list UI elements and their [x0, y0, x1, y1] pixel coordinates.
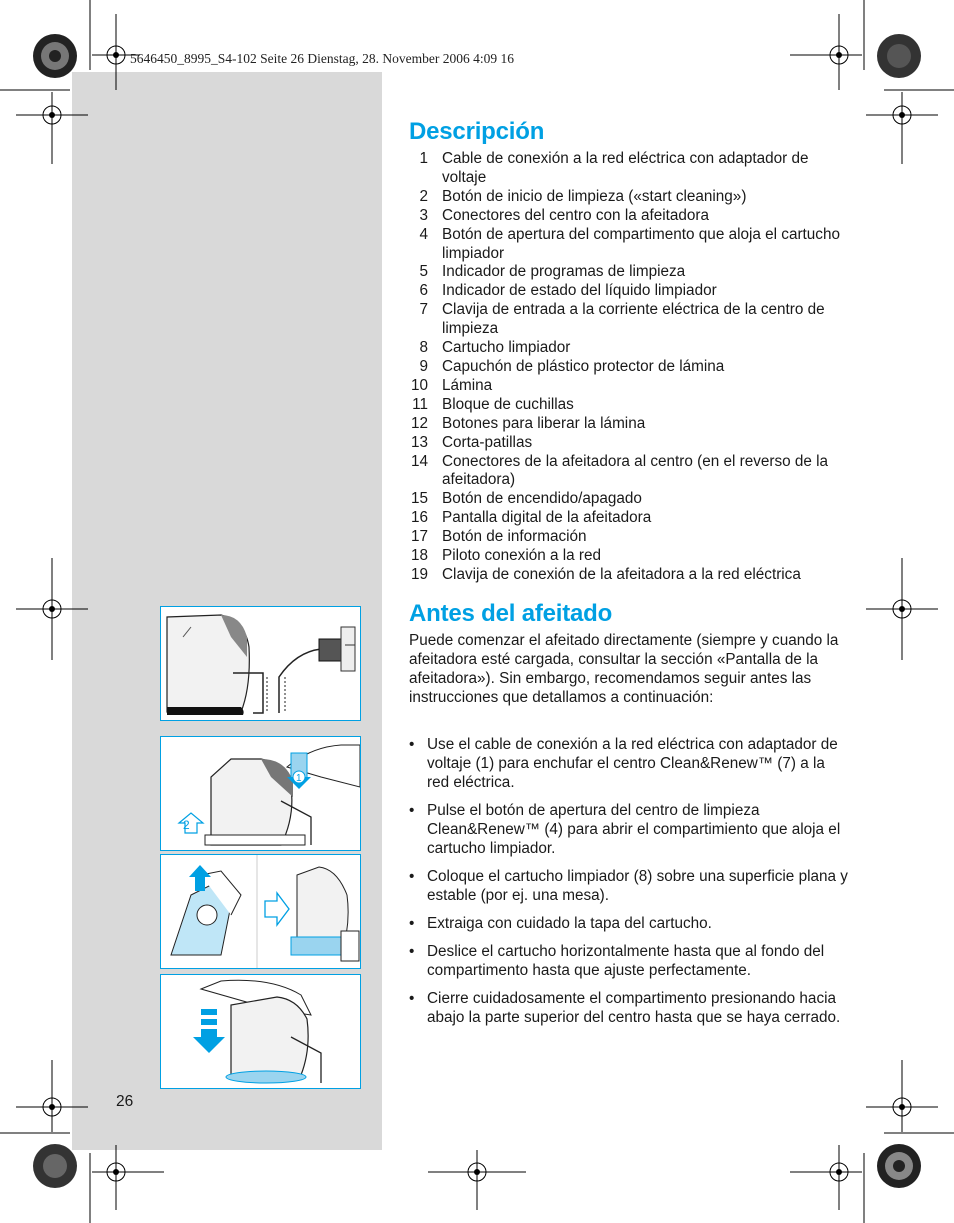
figure-close-compartment — [160, 974, 361, 1089]
list-item: 12 Botones para liberar la lámina — [410, 414, 646, 432]
list-item: 13 Corta-patillas — [410, 433, 533, 451]
bullet-icon: • — [409, 736, 415, 753]
list-item: 10 Lámina — [410, 376, 493, 394]
bullet-icon: • — [409, 801, 415, 819]
svg-text:1: 1 — [296, 773, 302, 784]
list-item: 11 Bloque de cuchillas — [412, 395, 574, 413]
list-item: • Use el cable de conexión a la red eléctrica con adaptador de voltaje (1) para enchufar el centro Clean&Renew™ (7) a la red eléctrica. — [409, 736, 838, 791]
list-item: 6 Indicador de estado del líquido limpiador — [419, 282, 717, 300]
figure-open-compartment — [160, 736, 361, 851]
svg-text:2: 2 — [183, 818, 190, 832]
list-item: 4 Botón de apertura del compartimento que aloja el cartucho limpiador — [419, 225, 840, 262]
list-item: 9 Capuchón de plástico protector de lámina — [419, 357, 725, 375]
list-item: 1 Cable de conexión a la red eléctrica con adaptador de voltaje — [419, 150, 809, 186]
parts-list — [405, 150, 855, 585]
list-item: 17 Botón de información — [410, 528, 587, 546]
list-item: • Deslice el cartucho horizontalmente hasta que al fondo del compartimento hasta que ajuste perfectamente. — [409, 942, 825, 979]
list-item: 16 Pantalla digital de la afeitadora — [410, 509, 652, 527]
bullet-icon: • — [409, 989, 415, 1007]
list-item: 18 Piloto conexión a la red — [410, 547, 602, 565]
list-item: • Extraiga con cuidado la tapa del cartucho. — [409, 914, 712, 932]
section-title-descripcion: Descripción — [409, 118, 545, 145]
bullet-icon: • — [409, 867, 415, 885]
list-item: • Cierre cuidadosamente el compartimento presionando hacia abajo la parte superior del centro hasta que se haya cerrado. — [409, 989, 841, 1026]
figure-plug-in — [160, 606, 361, 721]
bullet-icon: • — [409, 942, 415, 960]
section-title-antes-del-afeitado: Antes del afeitado — [409, 600, 613, 627]
list-item: • Coloque el cartucho limpiador (8) sobre una superficie plana y estable (por ej. una mesa). — [409, 867, 848, 904]
list-item: • Pulse el botón de apertura del centro de limpieza Clean&Renew™ (4) para abrir el compartimiento que aloja el cartucho limpiador. — [409, 801, 841, 857]
list-item: 19 Clavija de conexión de la afeitadora a la red eléctrica — [410, 565, 801, 583]
list-item: 7 Clavija de entrada a la corriente eléctrica de la centro de limpieza — [419, 301, 825, 338]
list-item: 5 Indicador de programas de limpieza — [419, 263, 686, 281]
list-item: 15 Botón de encendido/apagado — [410, 490, 642, 508]
page-number: 26 — [116, 1093, 134, 1110]
list-item: 14 Conectores de la afeitadora al centro (en el reverso de la afeitadora) — [410, 452, 829, 489]
list-item: 3 Conectores del centro con la afeitadora — [419, 206, 710, 224]
bullet-icon: • — [409, 914, 415, 932]
print-header: 5646450_8995_S4-102 Seite 26 Dienstag, 28. November 2006 4:09 16 — [130, 51, 514, 66]
intro-paragraph: Puede comenzar el afeitado directamente (siempre y cuando la afeitadora esté cargada, consultar la sección «Pantalla de la afeitadora»). Sin embargo, recomendamos seguir antes las instrucciones que detallamos a continuación: — [409, 632, 839, 706]
list-item: 8 Cartucho limpiador — [419, 339, 571, 357]
instruction-list — [409, 736, 849, 1037]
list-item: 2 Botón de inicio de limpieza («start cleaning») — [419, 187, 747, 205]
figure-cartridge-insert — [160, 854, 361, 969]
